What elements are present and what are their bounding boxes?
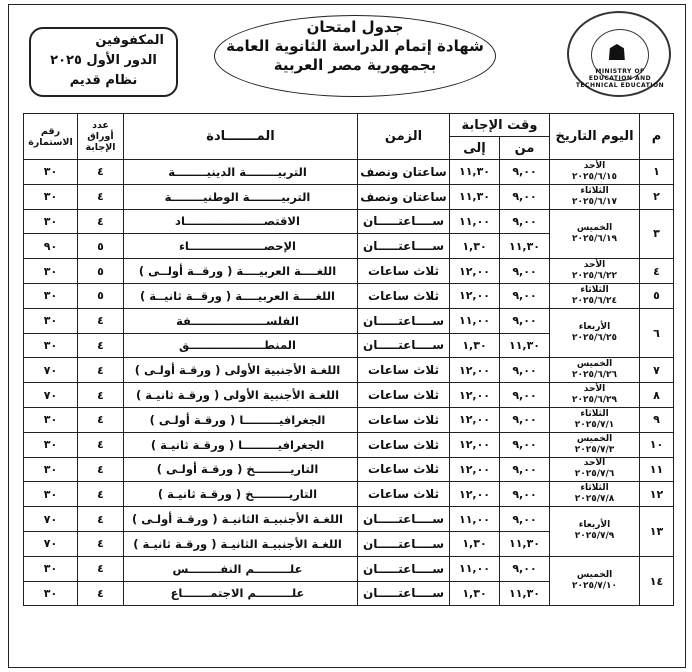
row-day-date xyxy=(550,308,640,358)
ministry-logo xyxy=(567,11,671,97)
row-subject: التاريـــــــــخ ( ورقـة ثانيـة ) xyxy=(124,482,358,507)
row-number: ٥ xyxy=(640,283,674,308)
row-duration: ثلاث ساعات xyxy=(358,407,450,432)
row-day: الأحد xyxy=(583,384,606,395)
row-date: ٢٠٢٥/٧/٨ xyxy=(574,494,615,505)
info-box xyxy=(29,27,178,97)
row-day-date xyxy=(550,283,640,308)
row-date: ٢٠٢٥/٦/١٧ xyxy=(572,196,618,207)
table-row xyxy=(24,259,674,284)
row-subject: اللغـة الأجنبيـة الثانيـة ( ورقـة ثانيـة ) xyxy=(124,531,358,556)
row-number: ٦ xyxy=(640,308,674,358)
row-day: الأحد xyxy=(583,160,606,171)
row-duration: ساعتان ونصف xyxy=(358,184,450,209)
row-subject: التربيــــــــة الوطنيــــــــة xyxy=(124,184,358,209)
row-sheets: ٤ xyxy=(78,333,124,358)
row-day: الخميس xyxy=(576,222,613,233)
row-from: ١١,٣٠ xyxy=(500,234,550,259)
row-subject: علـــــــــم الاجتمـــــــاع xyxy=(124,581,358,606)
row-sheets: ٤ xyxy=(78,531,124,556)
row-subject: اللغـة الأجنبية الأولى ( ورقـة أولـى ) xyxy=(124,358,358,383)
row-date: ٢٠٢٥/٧/٩ xyxy=(574,531,615,542)
row-duration: ســــاعتـــــان xyxy=(358,333,450,358)
table-row xyxy=(24,482,674,507)
row-number: ٧ xyxy=(640,358,674,383)
header-sheets: عدد أوراق الإجابة xyxy=(78,114,124,160)
row-from: ٩,٠٠ xyxy=(500,482,550,507)
table-row xyxy=(24,209,674,234)
row-form-no: ٣٠ xyxy=(24,407,78,432)
row-day: الأربعاء xyxy=(578,520,611,531)
row-day-date xyxy=(550,383,640,408)
row-day: الخميس xyxy=(576,433,613,444)
row-day-date xyxy=(550,209,640,259)
info-category: المكفوفين xyxy=(95,33,164,48)
schedule-body xyxy=(24,160,674,606)
row-from: ٩,٠٠ xyxy=(500,556,550,581)
row-subject: التربيــــــــة الدينيــــــــة xyxy=(124,160,358,185)
row-form-no: ٧٠ xyxy=(24,507,78,532)
row-day-date xyxy=(550,160,640,185)
row-from: ٩,٠٠ xyxy=(500,383,550,408)
header xyxy=(9,5,685,105)
row-day-date xyxy=(550,358,640,383)
logo-text: MINISTRY OF EDUCATION AND TECHNICAL EDUCATION xyxy=(575,68,665,89)
row-to: ١١,٠٠ xyxy=(450,556,500,581)
row-to: ١١,٣٠ xyxy=(450,160,500,185)
row-from: ١١,٣٠ xyxy=(500,531,550,556)
table-row xyxy=(24,507,674,532)
row-day-date xyxy=(550,457,640,482)
row-from: ٩,٠٠ xyxy=(500,160,550,185)
row-subject: التاريـــــــــخ ( ورقـة أولـى ) xyxy=(124,457,358,482)
row-to: ١٢,٠٠ xyxy=(450,457,500,482)
header-duration: الزمن xyxy=(358,114,450,160)
row-date: ٢٠٢٥/٧/٣ xyxy=(574,444,615,455)
row-day-date xyxy=(550,259,640,284)
row-day: الأربعاء xyxy=(578,322,611,333)
row-from: ٩,٠٠ xyxy=(500,457,550,482)
table-row xyxy=(24,457,674,482)
row-date: ٢٠٢٥/٦/٢٩ xyxy=(572,395,618,406)
row-day-date xyxy=(550,184,640,209)
row-duration: ثلاث ساعات xyxy=(358,283,450,308)
row-duration: ثلاث ساعات xyxy=(358,259,450,284)
row-to: ١٢,٠٠ xyxy=(450,407,500,432)
row-duration: ســــاعتـــــان xyxy=(358,531,450,556)
row-to: ١,٣٠ xyxy=(450,581,500,606)
row-date: ٢٠٢٥/٦/١٩ xyxy=(572,233,618,244)
row-to: ١٢,٠٠ xyxy=(450,482,500,507)
row-form-no: ٣٠ xyxy=(24,482,78,507)
row-day: الثلاثاء xyxy=(580,185,609,196)
row-form-no: ٣٠ xyxy=(24,432,78,457)
row-to: ١٢,٠٠ xyxy=(450,383,500,408)
row-subject: الإحصـــــــــــــــــــاء xyxy=(124,234,358,259)
row-form-no: ٧٠ xyxy=(24,531,78,556)
row-from: ١١,٣٠ xyxy=(500,581,550,606)
row-number: ٢ xyxy=(640,184,674,209)
info-system: نظام قديم xyxy=(69,73,138,88)
row-sheets: ٤ xyxy=(78,209,124,234)
row-to: ١٢,٠٠ xyxy=(450,358,500,383)
header-answer-time: وقت الإجابة xyxy=(450,114,550,137)
row-sheets: ٤ xyxy=(78,556,124,581)
row-to: ١٢,٠٠ xyxy=(450,432,500,457)
table-row xyxy=(24,283,674,308)
row-form-no: ٣٠ xyxy=(24,259,78,284)
row-from: ٩,٠٠ xyxy=(500,358,550,383)
row-from: ٩,٠٠ xyxy=(500,283,550,308)
title-line-3: بجمهورية مصر العربية xyxy=(273,56,437,74)
row-duration: ســــاعتـــــان xyxy=(358,234,450,259)
title-oval xyxy=(214,15,496,97)
row-subject: الفلســـــــــــــــــــفة xyxy=(124,308,358,333)
row-form-no: ٣٠ xyxy=(24,160,78,185)
row-subject: الجغرافيـــــــــا ( ورقـة أولـى ) xyxy=(124,407,358,432)
table-row xyxy=(24,160,674,185)
row-subject: علـــــــــم النفــــــــس xyxy=(124,556,358,581)
row-form-no: ٩٠ xyxy=(24,234,78,259)
row-sheets: ٤ xyxy=(78,358,124,383)
row-from: ٩,٠٠ xyxy=(500,308,550,333)
row-form-no: ٣٠ xyxy=(24,556,78,581)
header-to: إلى xyxy=(450,137,500,160)
row-number: ١٢ xyxy=(640,482,674,507)
row-day-date xyxy=(550,507,640,557)
row-from: ٩,٠٠ xyxy=(500,432,550,457)
row-sheets: ٤ xyxy=(78,432,124,457)
table-row xyxy=(24,184,674,209)
row-day-date xyxy=(550,407,640,432)
row-subject: اللغــــة العربيــــة ( ورقــة أولــى ) xyxy=(124,259,358,284)
row-form-no: ٧٠ xyxy=(24,383,78,408)
row-to: ١,٣٠ xyxy=(450,531,500,556)
row-subject: المنطـــــــــــــــــــق xyxy=(124,333,358,358)
row-form-no: ٧٠ xyxy=(24,358,78,383)
row-from: ٩,٠٠ xyxy=(500,209,550,234)
row-to: ١,٣٠ xyxy=(450,234,500,259)
header-form-no: رقم الاستمارة xyxy=(24,114,78,160)
row-date: ٢٠٢٥/٦/٢٤ xyxy=(572,295,618,306)
row-day: الخميس xyxy=(576,570,613,581)
row-date: ٢٠٢٥/٧/١ xyxy=(574,419,615,430)
row-sheets: ٥ xyxy=(78,234,124,259)
row-number: ٤ xyxy=(640,259,674,284)
row-date: ٢٠٢٥/٦/٢٢ xyxy=(572,271,618,282)
row-to: ١١,٠٠ xyxy=(450,308,500,333)
row-date: ٢٠٢٥/٧/٦ xyxy=(574,469,615,480)
row-duration: ســــاعتـــــان xyxy=(358,507,450,532)
row-number: ١٤ xyxy=(640,556,674,606)
header-num: م xyxy=(640,114,674,160)
row-duration: ثلاث ساعات xyxy=(358,358,450,383)
row-to: ١٢,٠٠ xyxy=(450,259,500,284)
table-row xyxy=(24,308,674,333)
row-form-no: ٣٠ xyxy=(24,184,78,209)
row-duration: ثلاث ساعات xyxy=(358,432,450,457)
row-to: ١١,٠٠ xyxy=(450,507,500,532)
row-date: ٢٠٢٥/٦/٢٦ xyxy=(572,370,618,381)
row-date: ٢٠٢٥/٧/١٠ xyxy=(572,581,618,592)
table-row xyxy=(24,556,674,581)
row-subject: اللغـة الأجنبيـة الثانيـة ( ورقـة أولـى ) xyxy=(124,507,358,532)
row-subject: اللغـة الأجنبية الأولى ( ورقـة ثانيـة ) xyxy=(124,383,358,408)
row-day-date xyxy=(550,482,640,507)
row-sheets: ٤ xyxy=(78,407,124,432)
row-day: الثلاثاء xyxy=(580,483,609,494)
row-form-no: ٣٠ xyxy=(24,581,78,606)
row-day: الثلاثاء xyxy=(580,284,609,295)
row-to: ١٢,٠٠ xyxy=(450,283,500,308)
row-subject: الاقتصــــــــــــــــــــاد xyxy=(124,209,358,234)
row-duration: ســــاعتـــــان xyxy=(358,308,450,333)
row-number: ١١ xyxy=(640,457,674,482)
row-sheets: ٤ xyxy=(78,482,124,507)
row-number: ١٣ xyxy=(640,507,674,557)
table-row xyxy=(24,432,674,457)
row-to: ١١,٠٠ xyxy=(450,209,500,234)
table-row xyxy=(24,383,674,408)
row-day: الثلاثاء xyxy=(580,408,609,419)
row-day: الخميس xyxy=(576,359,613,370)
row-sheets: ٥ xyxy=(78,259,124,284)
row-sheets: ٥ xyxy=(78,283,124,308)
row-number: ١٠ xyxy=(640,432,674,457)
row-subject: الجغرافيـــــــــا ( ورقـة ثانيـة ) xyxy=(124,432,358,457)
row-number: ٣ xyxy=(640,209,674,259)
row-from: ٩,٠٠ xyxy=(500,259,550,284)
row-duration: ساعتان ونصف xyxy=(358,160,450,185)
row-form-no: ٣٠ xyxy=(24,308,78,333)
row-sheets: ٤ xyxy=(78,184,124,209)
row-day: الأحد xyxy=(583,260,606,271)
row-form-no: ٣٠ xyxy=(24,283,78,308)
row-number: ٩ xyxy=(640,407,674,432)
row-to: ١١,٣٠ xyxy=(450,184,500,209)
row-subject: اللغــــة العربيــــة ( ورقــة ثانيــة ) xyxy=(124,283,358,308)
row-form-no: ٣٠ xyxy=(24,457,78,482)
row-day-date xyxy=(550,556,640,606)
row-sheets: ٤ xyxy=(78,308,124,333)
table-row xyxy=(24,407,674,432)
row-date: ٢٠٢٥/٦/١٥ xyxy=(572,171,618,182)
header-day-date: اليوم التاريخ xyxy=(550,114,640,160)
row-sheets: ٤ xyxy=(78,507,124,532)
row-form-no: ٣٠ xyxy=(24,333,78,358)
row-form-no: ٣٠ xyxy=(24,209,78,234)
row-duration: ثلاث ساعات xyxy=(358,482,450,507)
exam-schedule-sheet xyxy=(8,4,686,668)
title-line-1: جدول امتحان xyxy=(306,18,404,36)
row-from: ٩,٠٠ xyxy=(500,507,550,532)
row-sheets: ٤ xyxy=(78,160,124,185)
header-from: من xyxy=(500,137,550,160)
row-duration: ثلاث ساعات xyxy=(358,383,450,408)
row-date: ٢٠٢٥/٦/٢٥ xyxy=(572,333,618,344)
row-sheets: ٤ xyxy=(78,581,124,606)
row-number: ١ xyxy=(640,160,674,185)
row-duration: ســــاعتـــــان xyxy=(358,556,450,581)
row-day: الأحد xyxy=(583,458,606,469)
row-number: ٨ xyxy=(640,383,674,408)
row-to: ١,٣٠ xyxy=(450,333,500,358)
table-row xyxy=(24,358,674,383)
info-round: الدور الأول ٢٠٢٥ xyxy=(50,53,157,68)
row-from: ٩,٠٠ xyxy=(500,184,550,209)
row-from: ٩,٠٠ xyxy=(500,407,550,432)
schedule-table xyxy=(23,113,674,606)
header-subject: المـــــــادة xyxy=(124,114,358,160)
row-duration: ثلاث ساعات xyxy=(358,457,450,482)
eagle-emblem-icon: ☗ xyxy=(607,41,627,66)
row-sheets: ٤ xyxy=(78,457,124,482)
row-day-date xyxy=(550,432,640,457)
title-line-2: شهادة إتمام الدراسة الثانوية العامة xyxy=(226,37,484,55)
row-duration: ســــاعتـــــان xyxy=(358,209,450,234)
row-sheets: ٤ xyxy=(78,383,124,408)
row-from: ١١,٣٠ xyxy=(500,333,550,358)
row-duration: ســــاعتـــــان xyxy=(358,581,450,606)
